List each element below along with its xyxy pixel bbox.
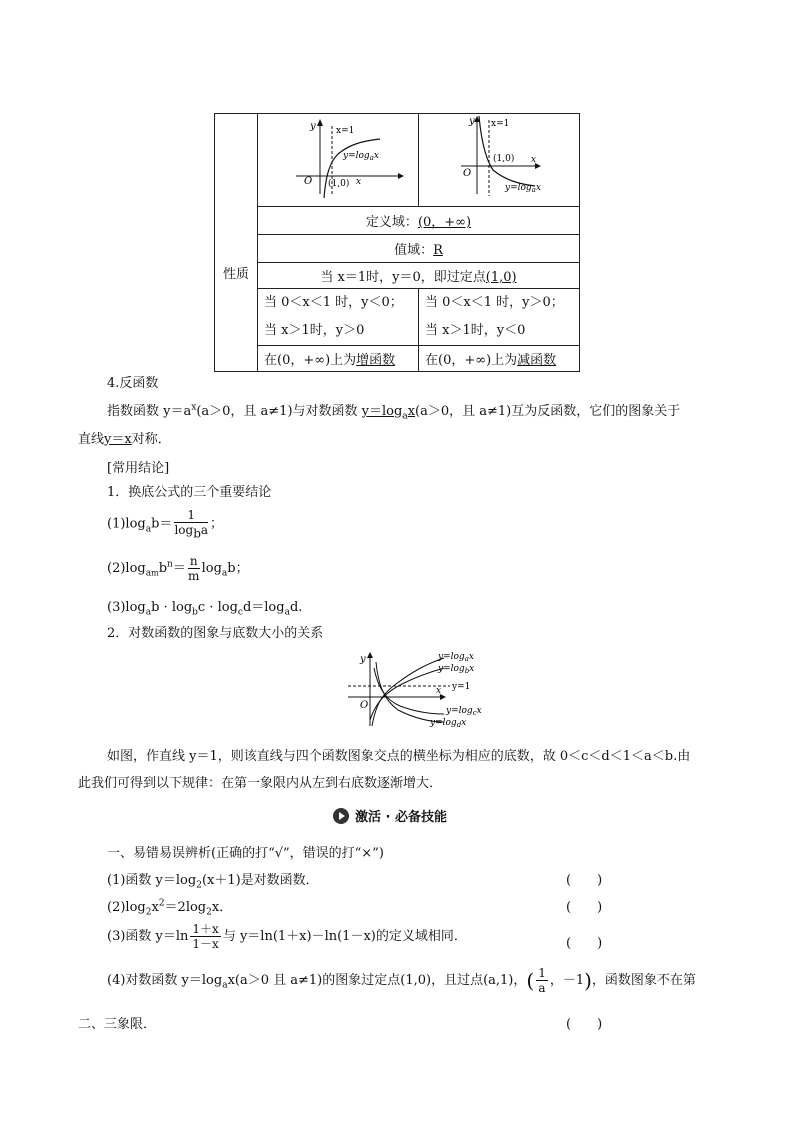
section-header [333, 806, 447, 825]
fixed-point-value: (1,0) [485, 270, 517, 285]
range-cell: 值域：R [258, 235, 580, 263]
formula-3: $(3)\log_ab \cdot \log_bc \cdot \log_cd=\log_ad$. [107, 600, 303, 618]
answer-blank-2[interactable]: ( ) [566, 900, 603, 915]
g3-origin-label: O [360, 700, 369, 711]
g3-label-b: $y=\log_bx$ [438, 664, 475, 675]
conclusion-item2: 2．对数函数的图象与底数大小的关系 [107, 626, 324, 641]
g3-label-c: $y=\log_cx$ [446, 706, 482, 717]
domain-value: (0，+∞) [417, 215, 472, 230]
row-label: 性质 [222, 267, 249, 282]
question-3: (3)函数 y＝ln $\frac{1+x}{1-x}$ 与 y＝ln(1＋x)－ln(1－x)的定义域相同． [107, 922, 467, 951]
question-1: (1)函数 $y=\log_2(x+1)$是对数函数． [107, 873, 319, 891]
paragraph-line1: 如图，作直线 y＝1，则该直线与四个函数图象交点的横坐标为相应的底数，故 0＜c＜d＜1＜a＜b.由 [107, 749, 691, 764]
g2-origin-label: O [463, 168, 472, 179]
g1-x-label: x [356, 177, 362, 187]
formula-2: $(2)\log_{am}b^n=$ $\frac{n}{m}$ $\log_ab$； [107, 554, 249, 583]
left-sign-cell: 当 0＜x＜1 时，y＜0； 当 x＞1时，y＞0 [258, 289, 419, 346]
fixed-point-cell: 当 x＝1时，y＝0，即过定点(1,0) [258, 263, 580, 289]
graph-a-lt-1 [419, 114, 579, 202]
conclusions-tag: [常用结论] [107, 461, 170, 476]
g1-origin-label: O [304, 176, 313, 187]
g2-x-label: x [531, 155, 537, 165]
g2-fn-label: $y=\log_ax$ [505, 183, 541, 194]
graph1-cell [258, 114, 419, 207]
answer-blank-4[interactable]: ( ) [566, 1017, 603, 1032]
right-mono-cell: 在(0，+∞)上为减函数 [419, 346, 580, 372]
graph2-cell [419, 114, 580, 207]
left-mono-cell: 在(0，+∞)上为增函数 [258, 346, 419, 372]
g1-point-label: (1,0) [328, 179, 350, 189]
g2-y-label: y [469, 116, 475, 127]
section4-line2: 直线y＝x对称． [78, 432, 171, 447]
answer-blank-3[interactable]: ( ) [566, 936, 603, 951]
graph-a-gt-1 [258, 114, 418, 202]
range-value: R [433, 243, 443, 258]
section4-line1: 指数函数 $y=a^x(a>0$，且 a≠1)与对数函数 $y=\log_ax(a>0$，且 a≠1)互为反函数，它们的图象关于 [107, 402, 681, 422]
g3-y-label: y [360, 654, 366, 665]
g1-y-label: y [310, 121, 316, 132]
formula-1: $(1)\log_ab=$ $\frac{1}{\text{logba}}$ ； [107, 508, 224, 541]
g3-x-label: x [436, 686, 442, 696]
question-2: $(2)\log_2x^2=2\log_2x$． [107, 898, 233, 918]
g3-label-a: $y=\log_ax$ [438, 652, 474, 663]
base-comparison-graph [340, 648, 490, 730]
exercise-intro: 一、易错易误辨析(正确的打“√”，错误的打“×”) [107, 846, 384, 861]
answer-blank-1[interactable]: ( ) [566, 873, 603, 888]
conclusion-item1: 1．换底公式的三个重要结论 [107, 485, 272, 500]
log-properties-table [214, 113, 580, 372]
question-4-line2: 二、三象限． [78, 1017, 157, 1032]
g2-xeq-label: x=1 [491, 119, 510, 129]
domain-cell: 定义域：(0，+∞) [258, 207, 580, 235]
section-title: 激活 · 必备技能 [355, 810, 447, 825]
right-sign-cell: 当 0＜x＜1 时，y＞0； 当 x＞1时，y＜0 [419, 289, 580, 346]
play-badge-icon [333, 808, 349, 824]
question-4: (4)对数函数 $y=\log_ax(a>0$ 且 a≠1)的图象过定点(1,0)，且过点(a,1)，( $\frac{1}{a}$ ，－1)，函数图象不在第 [107, 966, 696, 995]
g1-xeq-label: x=1 [336, 126, 355, 136]
g3-label-d: $y=\log_dx$ [430, 718, 467, 729]
row-label-cell [215, 114, 258, 372]
g3-y1-label: y=1 [452, 682, 471, 692]
g1-fn-label: $y=\log_ax$ [343, 151, 379, 162]
paragraph-line2: 此我们可得到以下规律：在第一象限内从左到右底数逐渐增大． [78, 776, 443, 791]
section4-title: 4.反函数 [107, 376, 159, 391]
g2-point-label: (1,0) [493, 154, 515, 164]
